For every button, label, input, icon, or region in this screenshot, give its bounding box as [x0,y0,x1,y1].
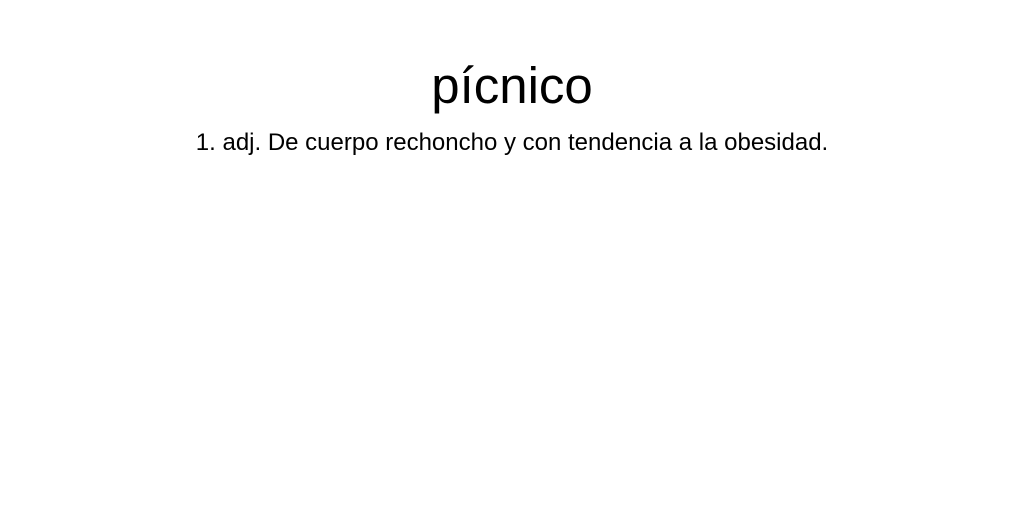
dictionary-entry [0,0,1024,157]
definition: 1. adj. De cuerpo rechoncho y con tendencia a la obesidad. [195,129,829,156]
headword: pícnico [431,57,593,114]
